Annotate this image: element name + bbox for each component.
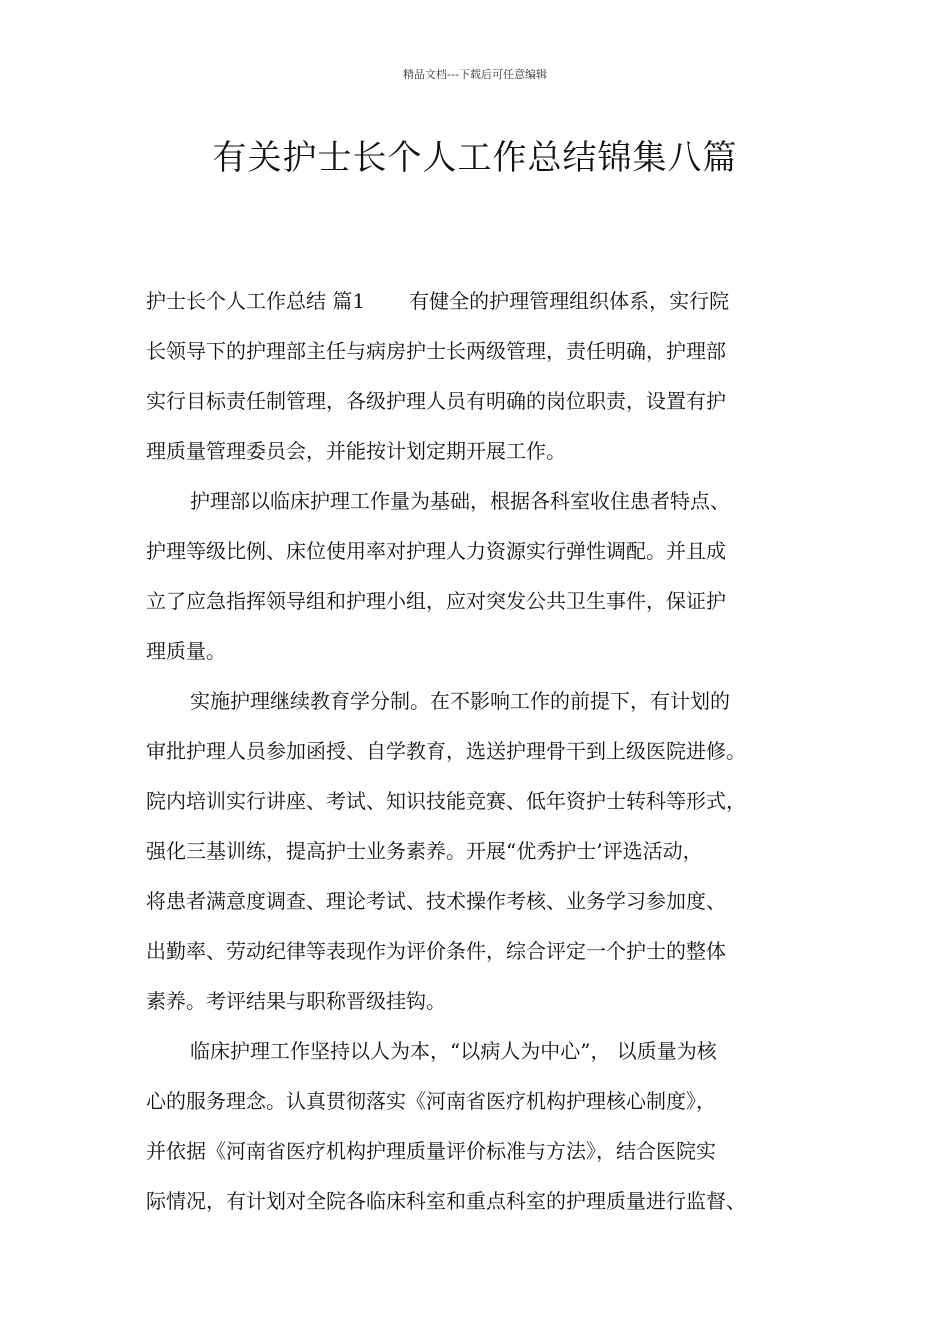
document-body: [146, 285, 826, 1235]
paragraph-line: 临床护理工作坚持以人为本，“以病人为中心”， 以质量为核: [190, 1039, 717, 1063]
paragraph-line: 并依据《河南省医疗机构护理质量评价标准与方法》，结合医院实: [146, 1139, 716, 1163]
paragraph-text: 有健全的护理管理组织体系，实行院: [409, 289, 730, 313]
paragraph-line: 素养。考评结果与职称晋级挂钩。: [146, 989, 446, 1013]
paragraph-line: 出勤率、劳动纪律等表现作为评价条件，综合评定一个护士的整体: [146, 939, 726, 963]
paragraph-line: 审批护理人员参加函授、自学教育，选送护理骨干到上级医院进修。: [146, 739, 746, 763]
paragraph-line: 理质量管理委员会，并能按计划定期开展工作。: [146, 439, 566, 463]
paragraph-line: 实行目标责任制管理，各级护理人员有明确的岗位职责，设置有护: [146, 389, 726, 413]
document-header-note: 精品文档---下载后可任意编辑: [403, 68, 547, 81]
paragraph-line: 际情况，有计划对全院各临床科室和重点科室的护理质量进行监督、: [146, 1189, 746, 1213]
paragraph-line: 实施护理继续教育学分制。在不影响工作的前提下，有计划的: [190, 689, 730, 713]
paragraph-line: 将患者满意度调查、理论考试、技术操作考核、业务学习参加度、: [146, 889, 726, 913]
paragraph-line: 强化三基训练，提高护士业务素养。开展“优秀护士’评选活动，: [146, 839, 703, 863]
paragraph-line: 护理部以临床护理工作量为基础，根据各科室收住患者特点、: [190, 489, 730, 513]
paragraph-line: 立了应急指挥领导组和护理小组，应对突发公共卫生事件，保证护: [146, 589, 726, 613]
paragraph-line: 理质量。: [146, 639, 226, 663]
document-title: 有关护士长个人工作总结锦集八篇: [212, 138, 738, 178]
section-heading: 护士长个人工作总结 篇1: [146, 289, 366, 313]
paragraph-line: 院内培训实行讲座、考试、知识技能竞赛、低年资护士转科等形式，: [146, 789, 746, 813]
paragraph-line: 心的服务理念。认真贯彻落实《河南省医疗机构护理核心制度》，: [146, 1089, 716, 1113]
paragraph-line: 长领导下的护理部主任与病房护士长两级管理，责任明确，护理部: [146, 339, 726, 363]
paragraph-line: 护理等级比例、床位使用率对护理人力资源实行弹性调配。并且成: [146, 539, 726, 563]
paragraph-line: [146, 285, 826, 335]
